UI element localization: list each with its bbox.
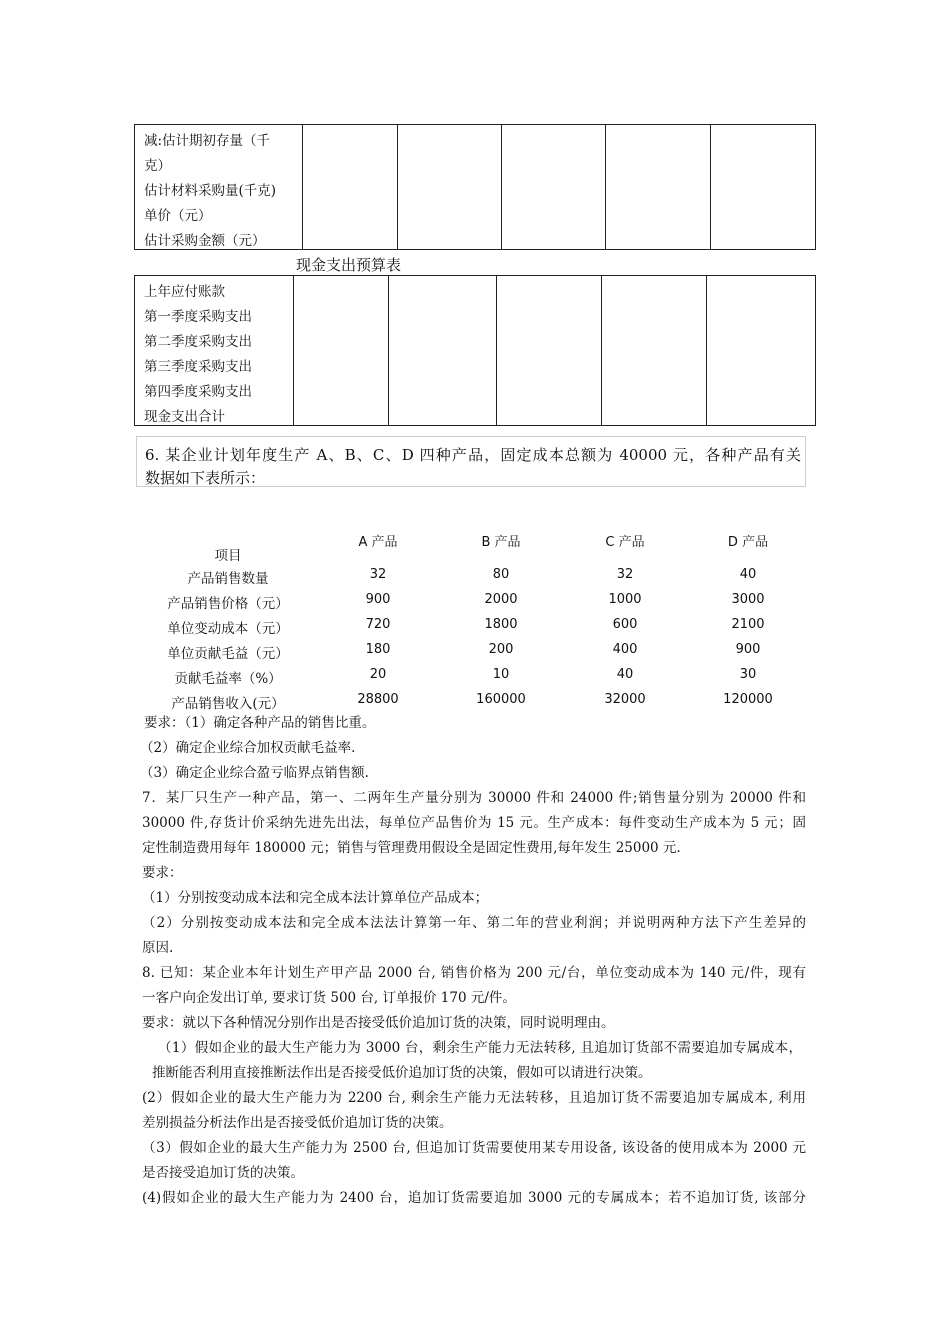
cell-value: 400 [612, 642, 638, 657]
question-6-line: 数据如下表所示： [145, 469, 266, 487]
row-label: 第四季度采购支出 [144, 384, 252, 400]
row-label: 现金支出合计 [144, 409, 225, 425]
cell-value: 32 [616, 567, 634, 582]
requirement-line: （2）确定企业综合加权贡献毛益率. [140, 740, 356, 756]
cell-value: 40 [616, 667, 634, 682]
column-header: B 产品 [481, 535, 521, 550]
row-label: 第一季度采购支出 [144, 309, 252, 325]
cell-value: 40 [739, 567, 757, 582]
cell-value: 200 [488, 642, 514, 657]
table-divider [293, 276, 294, 425]
table-divider [496, 276, 497, 425]
cell-value: 900 [365, 592, 391, 607]
requirement-line: （3）确定企业综合盈亏临界点销售额. [140, 765, 369, 781]
row-label: 产品销售收入(元） [171, 696, 285, 712]
table-divider [706, 276, 707, 425]
row-label: 估计采购金额（元） [144, 233, 266, 249]
cell-value: 80 [492, 567, 510, 582]
cell-value: 900 [735, 642, 761, 657]
row-label: 上年应付账款 [144, 284, 225, 300]
row-label: 估计材料采购量(千克) [144, 183, 277, 199]
cell-value: 180 [365, 642, 391, 657]
table-divider [605, 125, 606, 249]
item-header: 项目 [214, 548, 242, 564]
row-label: 第二季度采购支出 [144, 334, 252, 350]
cell-value: 32 [369, 567, 387, 582]
table-divider [302, 125, 303, 249]
column-header: D 产品 [727, 535, 769, 550]
question-8-line: （1）假如企业的最大生产能力为 3000 台，剩余生产能力无法转移, 且追加订货部不需要追加专属成本， [158, 1040, 802, 1056]
column-header: C 产品 [605, 535, 645, 550]
cash-table-title: 现金支出预算表 [296, 256, 402, 274]
question-7-line: 7．某厂只生产一种产品，第一、二两年生产量分别为 30000 件和 24000 件;销售量分别为 20000 件和 [142, 790, 806, 806]
question-8-line: 8. 已知：某企业本年计划生产甲产品 2000 台, 销售价格为 200 元/台，单位变动成本为 140 元/件，现有 [142, 965, 806, 981]
row-label: 贡献毛益率（%） [174, 671, 282, 687]
cell-value: 20 [369, 667, 387, 682]
row-label: 减:估计期初存量（千 [144, 133, 271, 149]
cell-value: 3000 [731, 592, 765, 607]
table-divider [710, 125, 711, 249]
question-7-line: （2）分别按变动成本法和完全成本法法计算第一年、第二年的营业利润；并说明两种方法下产生差异的 [142, 915, 806, 931]
cell-value: 2100 [731, 617, 765, 632]
question-8-line: 要求：就以下各种情况分别作出是否接受低价追加订货的决策，同时说明理由。 [142, 1015, 615, 1031]
cash-expenditure-table [134, 275, 816, 426]
row-label: 单位贡献毛益（元） [167, 646, 289, 662]
column-header: A 产品 [358, 535, 398, 550]
cell-value: 32000 [604, 692, 646, 707]
row-label: 单价（元） [144, 208, 212, 224]
question-6-box [136, 436, 806, 487]
cell-value: 720 [365, 617, 391, 632]
question-8-line: （3）假如企业的最大生产能力为 2500 台, 但追加订货需要使用某专用设备, 该设备的使用成本为 2000 元 [142, 1140, 806, 1156]
question-8-line: 是否接受追加订货的决策。 [142, 1165, 304, 1181]
table-divider [397, 125, 398, 249]
question-7-line: 定性制造费用每年 180000 元；销售与管理费用假设全是固定性费用,每年发生 25000 元. [142, 840, 681, 856]
material-purchase-table [134, 124, 816, 250]
question-6-line: 6. 某企业计划年度生产 A、B、C、D 四种产品，固定成本总额为 40000 元，各种产品有关 [145, 446, 801, 464]
question-8-line: 推断能否利用直接推断法作出是否接受低价追加订货的决策，假如可以请进行决策。 [152, 1065, 652, 1081]
question-7-line: 30000 件,存货计价采纳先进先出法，每单位产品售价为 15 元。生产成本：每件变动生产成本为 5 元；固 [142, 815, 806, 831]
question-7-line: 原因. [142, 940, 174, 956]
row-label: 单位变动成本（元） [167, 621, 289, 637]
cell-value: 2000 [484, 592, 518, 607]
question-8-line: (4)假如企业的最大生产能力为 2400 台，追加订货需要追加 3000 元的专属成本；若不追加订货, 该部分 [142, 1190, 806, 1206]
cell-value: 120000 [723, 692, 773, 707]
requirement-line: 要求：（1）确定各种产品的销售比重。 [144, 715, 376, 731]
table-divider [388, 276, 389, 425]
question-8-line: 差别损益分析法作出是否接受低价追加订货的决策。 [142, 1115, 453, 1131]
cell-value: 600 [612, 617, 638, 632]
cell-value: 1000 [608, 592, 642, 607]
cell-value: 160000 [476, 692, 526, 707]
row-label: 第三季度采购支出 [144, 359, 252, 375]
table-divider [601, 276, 602, 425]
question-8-line: (2）假如企业的最大生产能力为 2200 台, 剩余生产能力无法转移，且追加订货不需要追加专属成本, 利用 [142, 1090, 806, 1106]
table-divider [501, 125, 502, 249]
question-7-line: （1）分别按变动成本法和完全成本法计算单位产品成本； [142, 890, 489, 906]
question-8-line: 一客户向企发出订单, 要求订货 500 台, 订单报价 170 元/件。 [142, 990, 516, 1006]
row-label: 克） [144, 158, 171, 174]
row-label: 产品销售数量 [187, 571, 269, 587]
cell-value: 1800 [484, 617, 518, 632]
question-7-line: 要求： [142, 865, 183, 881]
cell-value: 30 [739, 667, 757, 682]
cell-value: 28800 [357, 692, 399, 707]
row-label: 产品销售价格（元） [167, 596, 289, 612]
cell-value: 10 [492, 667, 510, 682]
